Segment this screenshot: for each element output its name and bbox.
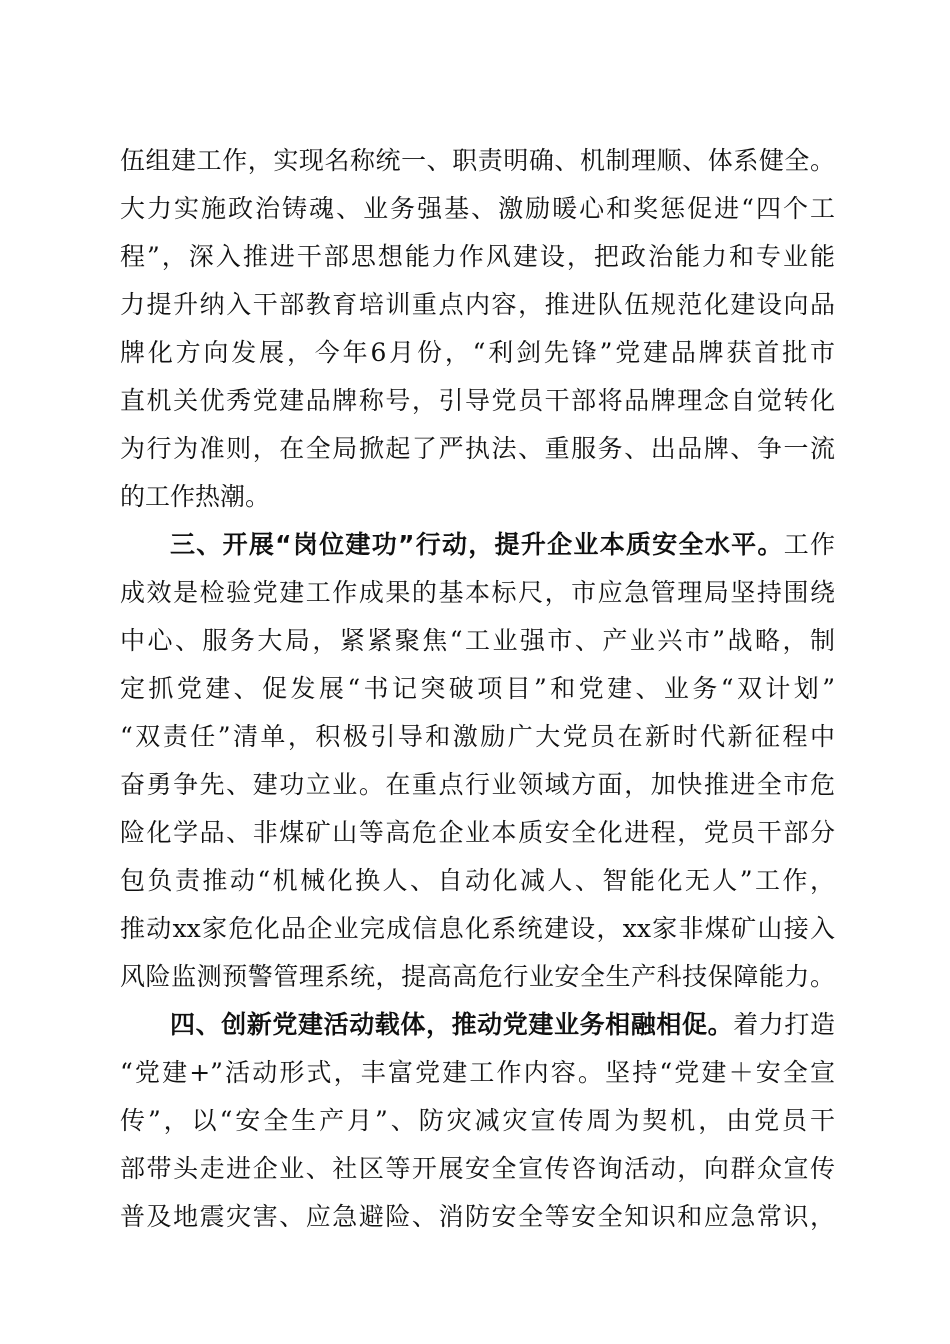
paragraph-line: 推动xx家危化品企业完成信息化系统建设，xx家非煤矿山接入	[120, 914, 835, 943]
paragraph-line: 为行为准则，在全局掀起了严执法、重服务、出品牌、争一流	[120, 434, 835, 463]
paragraph-line: 传”，以“安全生产月”、防灾减灾宣传周为契机，由党员干	[120, 1106, 835, 1135]
paragraph-line: 奋勇争先、建功立业。在重点行业领域方面，加快推进全市危	[120, 770, 835, 799]
paragraph-line: 险化学品、非煤矿山等高危企业本质安全化进程，党员干部分	[120, 818, 835, 847]
paragraph-line: 中心、服务大局，紧紧聚焦“工业强市、产业兴市”战略，制	[120, 626, 835, 655]
paragraph-line: 风险监测预警管理系统，提高高危行业安全生产科技保障能力。	[120, 962, 835, 991]
section-three-first-line	[170, 521, 835, 569]
paragraph-line: 牌化方向发展，今年6月份，“利剑先锋”党建品牌获首批市	[120, 338, 835, 367]
section-heading-four: 四、创新党建活动载体，推动党建业务相融相促。	[170, 1010, 734, 1039]
paragraph-line: 普及地震灾害、应急避险、消防安全等安全知识和应急常识，	[120, 1202, 835, 1231]
paragraph-text: 工作	[783, 530, 835, 559]
paragraph-line: “党建+”活动形式，丰富党建工作内容。坚持“党建＋安全宣	[120, 1058, 835, 1087]
paragraph-line: 伍组建工作，实现名称统一、职责明确、机制理顺、体系健全。	[120, 146, 835, 175]
section-heading-three: 三、开展“岗位建功”行动，提升企业本质安全水平。	[170, 530, 784, 559]
paragraph-line: 力提升纳入干部教育培训重点内容，推进队伍规范化建设向品	[120, 290, 835, 319]
paragraph-line: 包负责推动“机械化换人、自动化减人、智能化无人”工作，	[120, 866, 835, 895]
section-four-first-line	[170, 1001, 835, 1049]
paragraph-line: 程”，深入推进干部思想能力作风建设，把政治能力和专业能	[120, 242, 835, 271]
paragraph-line: 大力实施政治铸魂、业务强基、激励暖心和奖惩促进“四个工	[120, 194, 835, 223]
paragraph-line: 定抓党建、促发展“书记突破项目”和党建、业务“双计划”	[120, 674, 835, 703]
paragraph-line: 直机关优秀党建品牌称号，引导党员干部将品牌理念自觉转化	[120, 386, 835, 415]
paragraph-line: “双责任”清单，积极引导和激励广大党员在新时代新征程中	[120, 722, 835, 751]
paragraph-line: 成效是检验党建工作成果的基本标尺，市应急管理局坚持围绕	[120, 578, 835, 607]
paragraph-line: 的工作热潮。	[120, 482, 271, 511]
paragraph-line: 部带头走进企业、社区等开展安全宣传咨询活动，向群众宣传	[120, 1154, 835, 1183]
paragraph-text: 着力打造	[733, 1010, 835, 1039]
